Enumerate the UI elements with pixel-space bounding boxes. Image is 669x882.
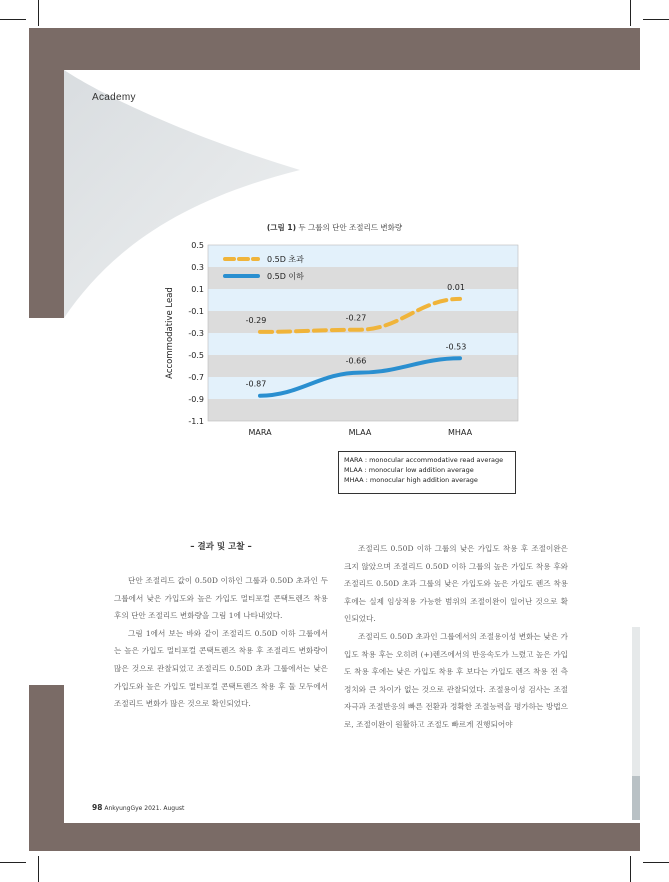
section-label: Academy — [92, 92, 136, 103]
article-column-right — [344, 540, 568, 734]
plot-band — [208, 245, 518, 267]
y-tick-label: 0.5 — [191, 241, 204, 250]
y-tick-label: 0.3 — [191, 263, 204, 272]
legend-entry: 0.5D 이하 — [267, 272, 304, 281]
y-tick-label: -1.1 — [188, 417, 204, 426]
accommodative-lead-chart — [150, 232, 530, 442]
article-paragraph: 그림 1에서 보는 바와 같이 조절리드 0.50D 이하 그룹에서는 높은 가입도 멀티포컬 콘택트렌즈 착용 후 조절리드 변화량이 많은 것으로 관찰되었고 조절리드 0.50D 초과 그룹에서는 낮은 가입도와 높은 가입도 멀티포컬 콘택트렌즈 착용 후 둘 모두에서 조절리드 변화가 많은 것으로 확인되었다. — [114, 628, 328, 709]
plot-band — [208, 289, 518, 311]
y-tick-label: -0.9 — [188, 395, 204, 404]
crop-mark — [643, 19, 669, 20]
page-footer — [92, 803, 184, 812]
figure-caption-number: (그림 1) — [266, 223, 297, 232]
crop-mark — [0, 19, 26, 20]
article-paragraph: 조절리드 0.50D 초과인 그룹에서의 조절용이성 변화는 낮은 가입도 착용 후는 오히려 (+)렌즈에서의 반응속도가 느렸고 높은 가입도 착용 후에는 낮은 가입도 착용 후 보다는 가입도 렌즈 착용 전 측정치와 큰 차이가 없는 것으로 관찰되었다. 조절용이성 검사는 조절자극과 조절반응의 빠른 전환과 정확한 조절능력을 평가하는 방법으로, 조절이완이 원활하고 조절도 빠르게 진행되어야 — [344, 631, 568, 729]
footer-text: AnkyungGye 2021. August — [102, 805, 185, 812]
crop-mark — [630, 856, 631, 882]
y-tick-label: -0.3 — [188, 329, 204, 338]
abbreviation-line: MARA : monocular accommodative read average — [344, 456, 504, 464]
article-paragraph: 조절리드 0.50D 이하 그룹의 낮은 가입도 착용 후 조절이완은 크지 않았으며 조절리드 0.50D 이하 그룹의 높은 가입도 착용 후와 조절리드 0.50D 초과 그룹의 낮은 가입도와 높은 가입도 렌즈 착용 후에는 실제 임상적용 가능한 범위의 조절이완이 일어난 것으로 확인되었다. — [344, 544, 568, 624]
y-axis-label: Accommodative Lead — [165, 287, 175, 379]
plot-band — [208, 333, 518, 355]
crop-mark — [38, 0, 39, 26]
x-tick-label: MLAA — [348, 428, 372, 437]
abbreviation-line: MHAA : monocular high addition average — [344, 476, 478, 484]
data-label: -0.87 — [245, 379, 267, 389]
crop-mark — [38, 856, 39, 882]
plot-band — [208, 399, 518, 421]
crop-mark — [630, 0, 631, 26]
data-label: -0.29 — [245, 315, 267, 325]
y-tick-label: -0.1 — [188, 307, 204, 316]
results-heading: – 결과 및 고찰 – — [190, 542, 252, 552]
data-label: -0.27 — [345, 313, 367, 323]
crop-mark — [0, 862, 26, 863]
legend-entry: 0.5D 초과 — [267, 255, 304, 264]
page-number: 98 — [92, 803, 103, 812]
crop-mark — [643, 862, 669, 863]
data-label: -0.53 — [445, 342, 467, 352]
y-tick-label: -0.7 — [188, 373, 204, 382]
abbreviation-legend-box — [338, 451, 516, 494]
article-paragraph: 단안 조절리드 값이 0.50D 이하인 그룹과 0.50D 초과인 두 그룹에서 낮은 가입도와 높은 가입도 멀티포컬 콘택트렌즈 착용 후의 단안 조절리드 변화량을 그림 1에 나타내었다. — [114, 576, 328, 621]
y-tick-label: -0.5 — [188, 351, 204, 360]
figure-caption-text: 두 그룹의 단안 조절리드 변화량 — [296, 223, 403, 232]
data-label: -0.66 — [345, 356, 367, 366]
data-label: 0.01 — [447, 282, 465, 292]
y-tick-label: 0.1 — [191, 285, 204, 294]
x-tick-label: MARA — [248, 428, 272, 437]
abbreviation-line: MLAA : monocular low addition average — [344, 466, 474, 474]
article-column-left — [114, 572, 328, 713]
x-tick-label: MHAA — [447, 428, 473, 437]
scrollbar-thumb[interactable] — [632, 776, 640, 820]
